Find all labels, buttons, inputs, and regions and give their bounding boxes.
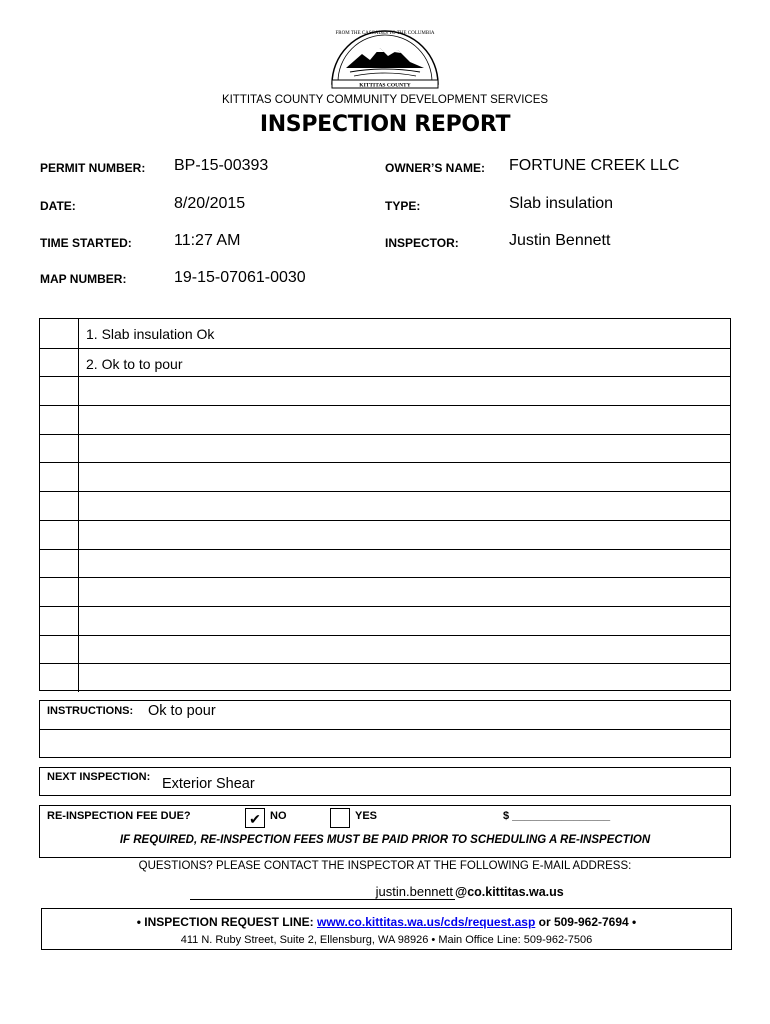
- kittitas-county-seal: [328, 18, 442, 90]
- next-inspection-value: Exterior Shear: [162, 776, 255, 792]
- row-number-cell: [40, 377, 79, 405]
- inspection-notes-table: [39, 318, 731, 691]
- permit-number-label: PERMIT NUMBER:: [40, 161, 146, 175]
- email-user: justin.bennett: [190, 884, 455, 900]
- table-row: [40, 635, 730, 664]
- row-number-cell: [40, 664, 79, 692]
- note-text: 2. Ok to to pour: [86, 355, 183, 372]
- instructions-label: INSTRUCTIONS:: [47, 705, 134, 717]
- row-number-cell: [40, 578, 79, 606]
- owner-name-label: OWNER’S NAME:: [385, 161, 485, 175]
- reinspection-warning: IF REQUIRED, RE-INSPECTION FEES MUST BE PAID PRIOR TO SCHEDULING A RE-INSPECTION: [119, 834, 651, 846]
- next-inspection-label: NEXT INSPECTION:: [47, 771, 151, 783]
- instructions-divider: [40, 729, 730, 730]
- inspector-label: INSPECTOR:: [385, 236, 459, 250]
- next-inspection-box: [39, 767, 731, 796]
- seal-top-text: FROM THE CASCADES TO THE COLUMBIA: [335, 31, 435, 36]
- reinspection-fee-box: [39, 805, 731, 858]
- row-number-cell: [40, 607, 79, 635]
- row-number-cell: [40, 349, 79, 377]
- agency-name: KITTITAS COUNTY COMMUNITY DEVELOPMENT SERVICES: [221, 94, 549, 106]
- table-row: [40, 491, 730, 520]
- row-number-cell: [40, 463, 79, 491]
- email-domain: @co.kittitas.wa.us: [455, 885, 564, 899]
- row-number-cell: [40, 492, 79, 520]
- request-phone: or 509-962-7694 •: [538, 915, 637, 929]
- instructions-value: Ok to pour: [148, 703, 216, 719]
- row-number-cell: [40, 550, 79, 578]
- row-number-cell: [40, 435, 79, 463]
- row-number-cell: [40, 636, 79, 664]
- inspector-email: [190, 884, 564, 900]
- table-row: [40, 434, 730, 463]
- owner-name-value: FORTUNE CREEK LLC: [509, 157, 680, 174]
- table-row: [40, 663, 730, 692]
- table-row: [40, 319, 730, 348]
- row-number-cell: [40, 319, 79, 348]
- date-label: DATE:: [40, 199, 76, 213]
- fee-amount-blank: $ ________________: [503, 810, 611, 822]
- date-value: 8/20/2015: [174, 195, 246, 212]
- request-line: [42, 915, 731, 929]
- page-title: INSPECTION REPORT: [259, 112, 511, 137]
- row-number-cell: [40, 406, 79, 434]
- map-number-value: 19-15-07061-0030: [174, 269, 306, 286]
- no-option-label: NO: [270, 810, 287, 822]
- time-started-value: 11:27 AM: [174, 232, 241, 249]
- table-row: [40, 405, 730, 434]
- time-started-label: TIME STARTED:: [40, 236, 132, 250]
- inspector-value: Justin Bennett: [509, 232, 611, 249]
- type-value: Slab insulation: [509, 195, 614, 212]
- note-text: 1. Slab insulation Ok: [86, 326, 215, 342]
- yes-checkbox[interactable]: [330, 808, 350, 828]
- table-row: [40, 606, 730, 635]
- row-number-cell: [40, 521, 79, 549]
- office-address: 411 N. Ruby Street, Suite 2, Ellensburg, WA 98926 • Main Office Line: 509-962-7506: [180, 934, 593, 946]
- permit-number-value: BP-15-00393: [174, 157, 269, 174]
- request-url-link[interactable]: www.co.kittitas.wa.us/cds/request.asp: [316, 915, 536, 929]
- table-row: [40, 577, 730, 606]
- instructions-box: [39, 700, 731, 758]
- contact-instructions: QUESTIONS? PLEASE CONTACT THE INSPECTOR AT THE FOLLOWING E-MAIL ADDRESS:: [138, 860, 632, 872]
- table-row: [40, 549, 730, 578]
- reinspection-fee-label: RE-INSPECTION FEE DUE?: [47, 810, 191, 822]
- no-checkbox[interactable]: ✔: [245, 808, 265, 828]
- footer-box: [41, 908, 732, 950]
- request-line-label: • INSPECTION REQUEST LINE:: [136, 915, 314, 929]
- table-row: [40, 376, 730, 405]
- table-row: [40, 348, 730, 377]
- table-row: [40, 520, 730, 549]
- type-label: TYPE:: [385, 199, 421, 213]
- table-row: [40, 462, 730, 491]
- map-number-label: MAP NUMBER:: [40, 272, 127, 286]
- yes-option-label: YES: [355, 810, 378, 822]
- seal-bottom-text: KITTITAS COUNTY: [359, 82, 411, 89]
